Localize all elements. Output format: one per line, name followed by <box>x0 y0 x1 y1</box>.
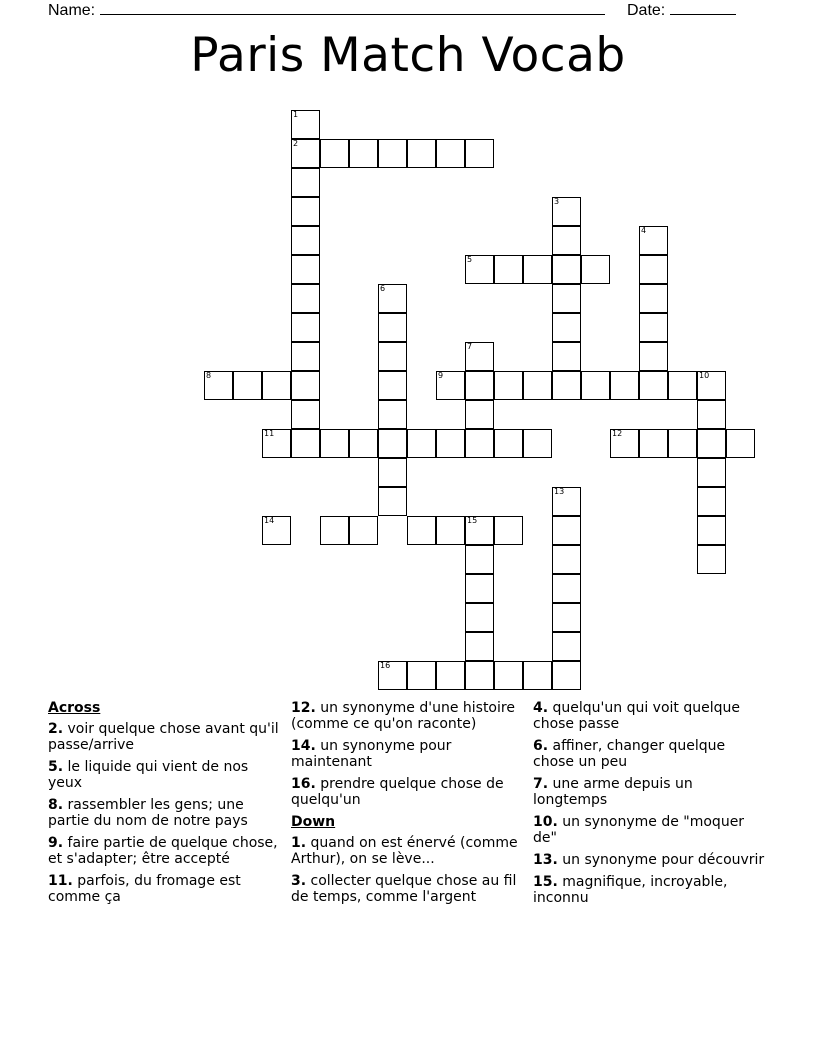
grid-cell[interactable] <box>291 168 320 197</box>
grid-cell-13[interactable] <box>552 487 581 516</box>
grid-cell[interactable] <box>436 661 465 690</box>
cell-number: 2 <box>293 139 299 148</box>
grid-cell[interactable] <box>465 574 494 603</box>
clue-across-14: 14. un synonyme pour maintenant <box>291 738 452 770</box>
grid-cell[interactable] <box>349 139 378 168</box>
grid-cell[interactable] <box>291 284 320 313</box>
grid-cell-4[interactable] <box>639 226 668 255</box>
grid-cell-16[interactable] <box>378 661 407 690</box>
grid-cell[interactable] <box>349 429 378 458</box>
grid-cell-9[interactable] <box>436 371 465 400</box>
grid-cell[interactable] <box>581 371 610 400</box>
across-heading: Across <box>48 700 101 716</box>
grid-cell[interactable] <box>668 371 697 400</box>
grid-cell[interactable] <box>378 139 407 168</box>
grid-cell[interactable] <box>697 516 726 545</box>
grid-cell[interactable] <box>291 400 320 429</box>
grid-cell-14[interactable] <box>262 516 291 545</box>
grid-cell[interactable] <box>552 226 581 255</box>
grid-cell[interactable] <box>697 545 726 574</box>
clue-across-16: 16. prendre quelque chose de quelqu'un <box>291 776 504 808</box>
grid-cell[interactable] <box>697 487 726 516</box>
grid-cell[interactable] <box>552 661 581 690</box>
cell-number: 12 <box>612 429 623 438</box>
grid-cell[interactable] <box>378 429 407 458</box>
grid-cell[interactable] <box>465 371 494 400</box>
grid-cell-3[interactable] <box>552 197 581 226</box>
clue-down-13: 13. un synonyme pour découvrir <box>533 852 765 868</box>
grid-cell-2[interactable] <box>291 139 320 168</box>
grid-cell[interactable] <box>291 255 320 284</box>
grid-cell[interactable] <box>320 516 349 545</box>
grid-cell-11[interactable] <box>262 429 291 458</box>
clue-column-3 <box>533 700 768 912</box>
grid-cell[interactable] <box>262 371 291 400</box>
grid-cell[interactable] <box>552 574 581 603</box>
cell-number: 8 <box>206 371 212 380</box>
grid-cell[interactable] <box>320 429 349 458</box>
grid-cell[interactable] <box>407 429 436 458</box>
grid-cell[interactable] <box>436 516 465 545</box>
grid-cell[interactable] <box>291 197 320 226</box>
grid-cell[interactable] <box>465 661 494 690</box>
grid-cell[interactable] <box>523 661 552 690</box>
grid-cell[interactable] <box>233 371 262 400</box>
page-title: Paris Match Vocab <box>190 28 626 83</box>
clue-across-2: 2. voir quelque chose avant qu'il passe/arrive <box>48 721 279 753</box>
grid-cell[interactable] <box>552 603 581 632</box>
grid-cell[interactable] <box>639 429 668 458</box>
grid-cell[interactable] <box>436 429 465 458</box>
cell-number: 16 <box>380 661 391 670</box>
down-heading: Down <box>291 814 336 830</box>
grid-cell-7[interactable] <box>465 342 494 371</box>
grid-cell[interactable] <box>494 255 523 284</box>
clue-down-1: 1. quand on est énervé (comme Arthur), on se lève... <box>291 835 518 867</box>
grid-cell[interactable] <box>552 371 581 400</box>
grid-cell[interactable] <box>436 139 465 168</box>
clue-across-11: 11. parfois, du fromage est comme ça <box>48 873 241 905</box>
grid-cell[interactable] <box>378 313 407 342</box>
grid-cell[interactable] <box>552 516 581 545</box>
grid-cell[interactable] <box>378 342 407 371</box>
grid-cell[interactable] <box>349 516 378 545</box>
clue-down-3: 3. collecter quelque chose au fil de temps, comme l'argent <box>291 873 517 905</box>
grid-cell-8[interactable] <box>204 371 233 400</box>
grid-cell[interactable] <box>378 371 407 400</box>
cell-number: 14 <box>264 516 275 525</box>
grid-cell[interactable] <box>465 400 494 429</box>
cell-number: 4 <box>641 226 647 235</box>
grid-cell[interactable] <box>552 255 581 284</box>
grid-cell[interactable] <box>697 400 726 429</box>
clue-column-1 <box>48 700 283 911</box>
grid-cell[interactable] <box>291 429 320 458</box>
grid-cell[interactable] <box>407 661 436 690</box>
grid-cell[interactable] <box>552 284 581 313</box>
cell-number: 5 <box>467 255 473 264</box>
grid-cell[interactable] <box>465 139 494 168</box>
grid-cell[interactable] <box>552 632 581 661</box>
grid-cell[interactable] <box>668 429 697 458</box>
grid-cell[interactable] <box>378 487 407 516</box>
grid-cell[interactable] <box>552 545 581 574</box>
grid-cell-10[interactable] <box>697 371 726 400</box>
clue-down-6: 6. affiner, changer quelque chose un peu <box>533 738 726 770</box>
grid-cell[interactable] <box>291 371 320 400</box>
grid-cell[interactable] <box>465 545 494 574</box>
clue-across-5: 5. le liquide qui vient de nos yeux <box>48 759 249 791</box>
grid-cell[interactable] <box>465 429 494 458</box>
grid-cell[interactable] <box>494 661 523 690</box>
grid-cell[interactable] <box>552 313 581 342</box>
grid-cell[interactable] <box>697 458 726 487</box>
cell-number: 1 <box>293 110 299 119</box>
clue-across-9: 9. faire partie de quelque chose, et s'adapter; être accepté <box>48 835 278 867</box>
cell-number: 6 <box>380 284 386 293</box>
grid-cell[interactable] <box>465 632 494 661</box>
grid-cell-5[interactable] <box>465 255 494 284</box>
grid-cell[interactable] <box>581 255 610 284</box>
grid-cell[interactable] <box>726 429 755 458</box>
clue-down-10: 10. un synonyme de "moquer de" <box>533 814 745 846</box>
grid-cell-1[interactable] <box>291 110 320 139</box>
grid-cell[interactable] <box>378 458 407 487</box>
clue-down-15: 15. magnifique, incroyable, inconnu <box>533 874 728 906</box>
grid-cell[interactable] <box>610 371 639 400</box>
cell-number: 10 <box>699 371 710 380</box>
clue-across-12: 12. un synonyme d'une histoire (comme ce qu'on raconte) <box>291 700 515 732</box>
cell-number: 15 <box>467 516 478 525</box>
grid-cell[interactable] <box>494 371 523 400</box>
grid-cell[interactable] <box>465 603 494 632</box>
grid-cell[interactable] <box>639 255 668 284</box>
cell-number: 9 <box>438 371 444 380</box>
grid-cell[interactable] <box>639 313 668 342</box>
cell-number: 13 <box>554 487 565 496</box>
grid-cell[interactable] <box>523 255 552 284</box>
grid-cell[interactable] <box>523 371 552 400</box>
cell-number: 3 <box>554 197 560 206</box>
grid-cell[interactable] <box>407 516 436 545</box>
grid-cell[interactable] <box>523 429 552 458</box>
name-label: Name: <box>48 2 96 19</box>
grid-cell[interactable] <box>494 429 523 458</box>
grid-cell[interactable] <box>320 139 349 168</box>
clue-down-4: 4. quelqu'un qui voit quelque chose passe <box>533 700 740 732</box>
clue-down-7: 7. une arme depuis un longtemps <box>533 776 693 808</box>
grid-cell[interactable] <box>639 284 668 313</box>
grid-cell[interactable] <box>639 342 668 371</box>
grid-cell[interactable] <box>291 342 320 371</box>
date-label: Date: <box>627 2 666 19</box>
grid-cell[interactable] <box>407 139 436 168</box>
grid-cell-15[interactable] <box>465 516 494 545</box>
grid-cell[interactable] <box>378 400 407 429</box>
grid-cell-12[interactable] <box>610 429 639 458</box>
grid-cell[interactable] <box>291 226 320 255</box>
grid-cell[interactable] <box>552 342 581 371</box>
cell-number: 7 <box>467 342 473 351</box>
grid-cell[interactable] <box>494 516 523 545</box>
grid-cell[interactable] <box>291 313 320 342</box>
grid-cell[interactable] <box>639 371 668 400</box>
grid-cell-6[interactable] <box>378 284 407 313</box>
grid-cell[interactable] <box>697 429 726 458</box>
clue-column-2 <box>291 700 526 911</box>
clue-across-8: 8. rassembler les gens; une partie du nom de notre pays <box>48 797 248 829</box>
cell-number: 11 <box>264 429 275 438</box>
